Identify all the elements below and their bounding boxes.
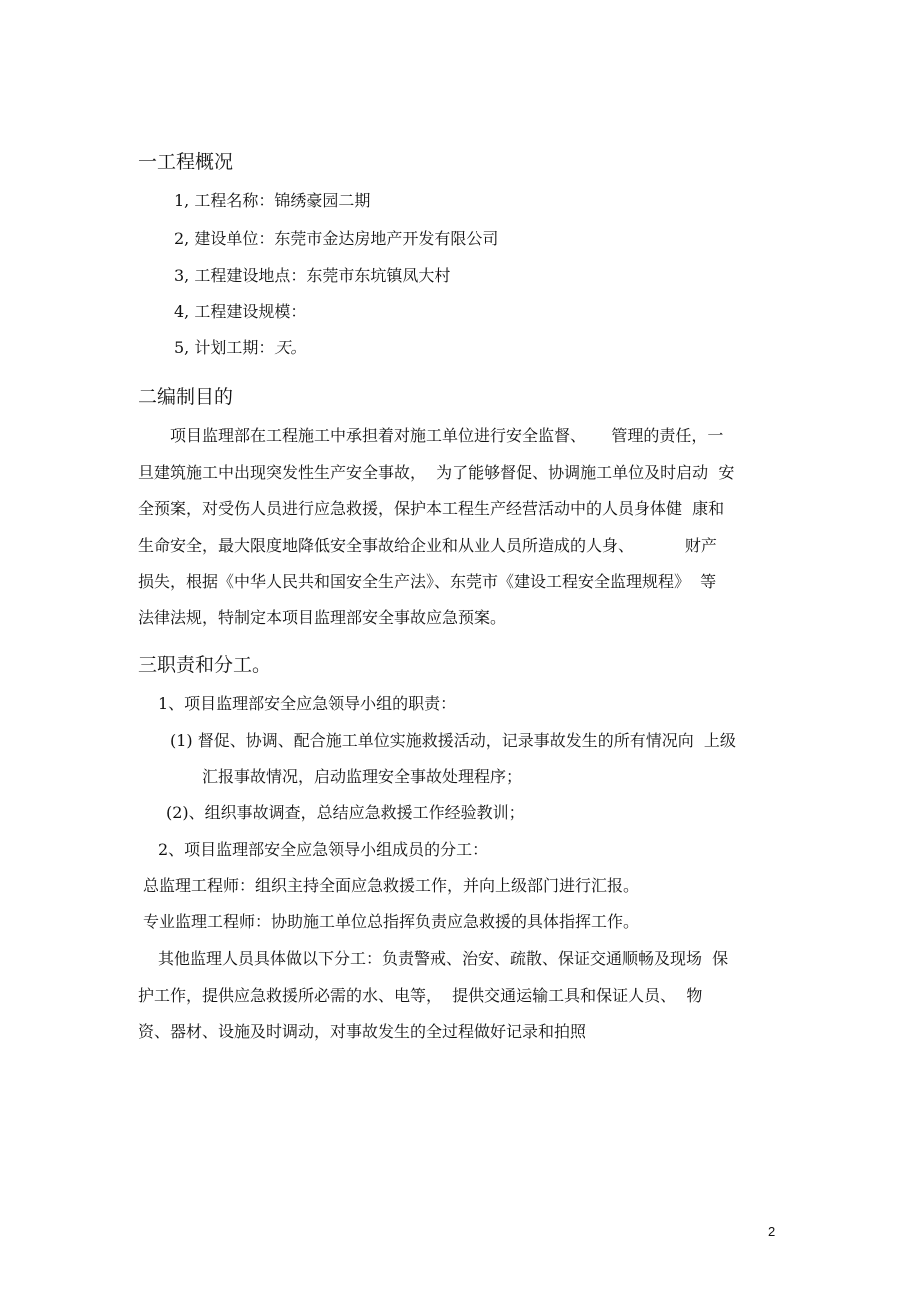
duty-subitem-1-continued: 汇报事故情况，启动监理安全事故处理程序；: [202, 767, 523, 786]
role-others-line: 其他监理人员具体做以下分工：负责警戒、治安、疏散、保证交通顺畅及现场 保: [158, 949, 729, 968]
purpose-line: 生命安全，最大限度地降低安全事故给企业和从业人员所造成的人身、 财产: [138, 536, 717, 555]
duty-item-2: 2、项目监理部安全应急领导小组成员的分工：: [158, 840, 489, 859]
duty-subitem-1: (1) 督促、协调、配合施工单位实施救援活动，记录事故发生的所有情况向 上级: [170, 731, 736, 750]
purpose-line: 损失，根据《中华人民共和国安全生产法》、东莞市《建设工程安全监理规程》 等: [138, 572, 717, 591]
role-specialist-engineer: 专业监理工程师：协助施工单位总指挥负责应急救援的具体指挥工作。: [143, 912, 640, 931]
section1-heading: 一工程概况: [138, 151, 234, 173]
schedule-label: 5, 计划工期：: [174, 338, 275, 357]
duty-subitem-2: (2)、组织事故调查，总结应急救援工作经验教训；: [166, 803, 525, 822]
scale-item: 4, 工程建设规模：: [174, 302, 307, 321]
section3-heading: 三职责和分工。: [138, 654, 272, 676]
purpose-line: 法律法规，特制定本项目监理部安全事故应急预案。: [138, 608, 507, 627]
page-number: 2: [768, 1224, 776, 1239]
schedule-value: 天。: [274, 338, 307, 357]
role-chief-engineer: 总监理工程师：组织主持全面应急救援工作，并向上级部门进行汇报。: [143, 876, 640, 895]
section2-heading: 二编制目的: [138, 386, 234, 408]
builder-item: 2, 建设单位：东莞市金达房地产开发有限公司: [174, 229, 499, 248]
purpose-line: 全预案，对受伤人员进行应急救援，保护本工程生产经营活动中的人员身体健 康和: [138, 499, 725, 518]
duty-item-1: 1、项目监理部安全应急领导小组的职责：: [158, 694, 457, 713]
purpose-line: 项目监理部在工程施工中承担着对施工单位进行安全监督、 管理的责任，一: [170, 426, 724, 445]
role-others-line: 资、器材、设施及时调动，对事故发生的全过程做好记录和拍照: [138, 1022, 587, 1041]
role-others-line: 护工作，提供应急救援所必需的水、电等， 提供交通运输工具和保证人员、 物: [138, 986, 703, 1005]
purpose-line: 旦建筑施工中出现突发性生产安全事故， 为了能够督促、协调施工单位及时启动 安: [138, 463, 735, 482]
project-name-item: 1, 工程名称：锦绣豪园二期: [174, 191, 371, 210]
schedule-item: [174, 340, 306, 356]
location-item: 3, 工程建设地点：东莞市东坑镇凤大村: [174, 266, 451, 285]
